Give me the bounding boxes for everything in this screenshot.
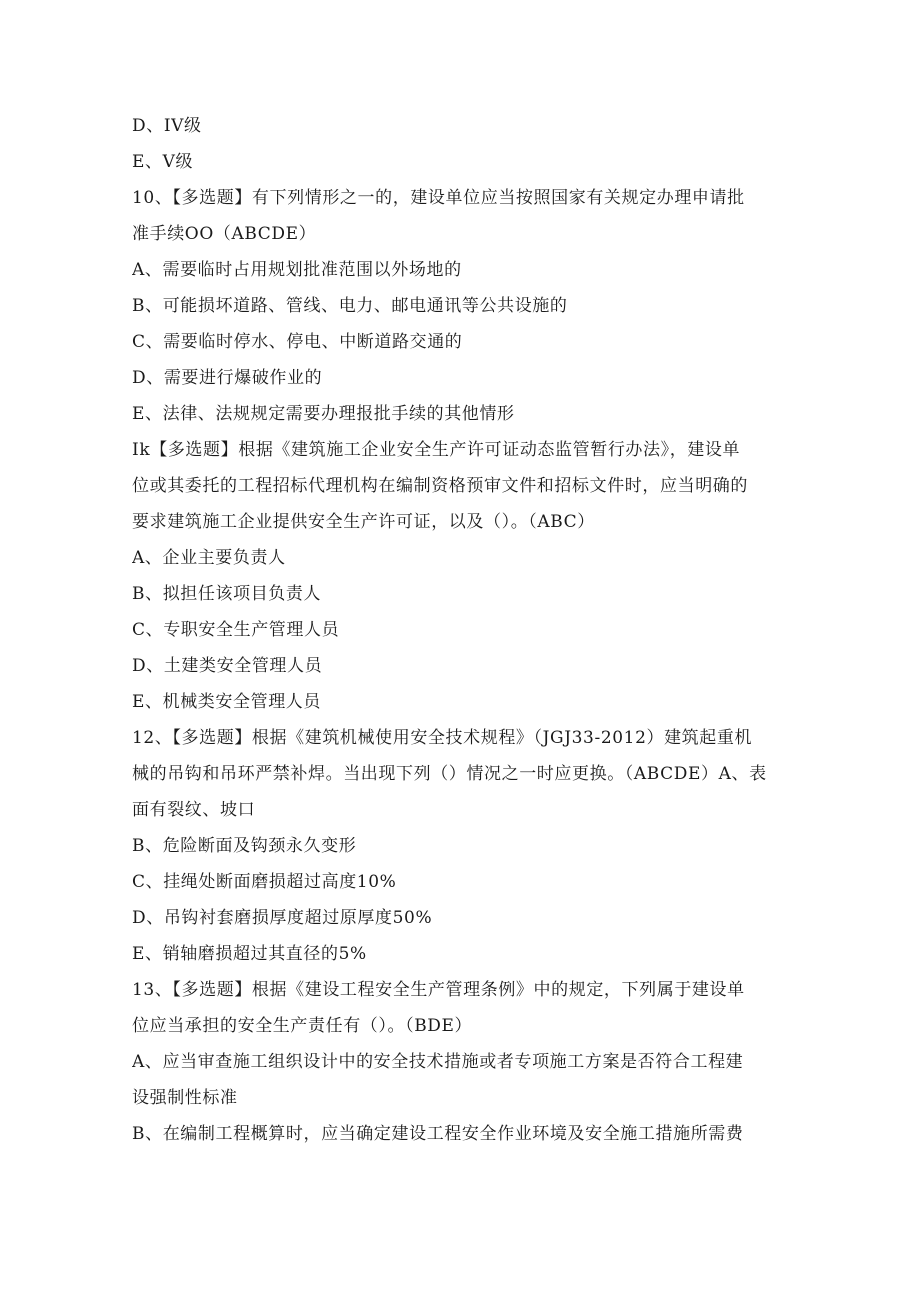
option-line: D、IV级 — [132, 116, 202, 136]
question-line: 位或其委托的工程招标代理机构在编制资格预审文件和招标文件时，应当明确的 — [132, 476, 748, 496]
option-line: E、V级 — [132, 152, 194, 172]
question-line: 10、【多选题】有下列情形之一的，建设单位应当按照国家有关规定办理申请批 — [132, 188, 745, 208]
option-line: B、拟担任该项目负责人 — [132, 584, 322, 604]
question-line: 面有裂纹、坡口 — [132, 800, 256, 820]
question-line: 械的吊钩和吊环严禁补焊。当出现下列（）情况之一时应更换。（ABCDE）A、表 — [132, 764, 767, 784]
question-line: 要求建筑施工企业提供安全生产许可证，以及（）。（ABC） — [132, 512, 595, 532]
question-line: 准手续OO（ABCDE） — [132, 224, 317, 244]
option-line: C、需要临时停水、停电、中断道路交通的 — [132, 332, 463, 352]
question-line: 13、【多选题】根据《建设工程安全生产管理条例》中的规定，下列属于建设单 — [132, 980, 745, 1000]
question-line: 12、【多选题】根据《建筑机械使用安全技术规程》（JGJ33-2012）建筑起重机 — [132, 728, 753, 748]
option-line: E、机械类安全管理人员 — [132, 692, 322, 712]
option-line: A、企业主要负责人 — [132, 548, 286, 568]
option-line: B、可能损坏道路、管线、电力、邮电通讯等公共设施的 — [132, 296, 568, 316]
option-line: C、挂绳处断面磨损超过高度10% — [132, 872, 397, 892]
option-line: C、专职安全生产管理人员 — [132, 620, 340, 640]
option-line: A、需要临时占用规划批准范围以外场地的 — [132, 260, 462, 280]
question-line: Ik【多选题】根据《建筑施工企业安全生产许可证动态监管暂行办法》，建设单 — [132, 440, 741, 460]
option-line: 设强制性标准 — [132, 1088, 238, 1108]
option-line: E、销轴磨损超过其直径的5% — [132, 944, 367, 964]
option-line: B、在编制工程概算时，应当确定建设工程安全作业环境及安全施工措施所需费 — [132, 1124, 744, 1144]
option-line: D、需要进行爆破作业的 — [132, 368, 323, 388]
question-line: 位应当承担的安全生产责任有（）。（BDE） — [132, 1016, 473, 1036]
document-body — [132, 108, 792, 1152]
option-line: B、危险断面及钩颈永久变形 — [132, 836, 357, 856]
option-line: D、吊钩衬套磨损厚度超过原厚度50% — [132, 908, 433, 928]
option-line: A、应当审查施工组织设计中的安全技术措施或者专项施工方案是否符合工程建 — [132, 1052, 744, 1072]
option-line: D、土建类安全管理人员 — [132, 656, 323, 676]
option-line: E、法律、法规规定需要办理报批手续的其他情形 — [132, 404, 515, 424]
